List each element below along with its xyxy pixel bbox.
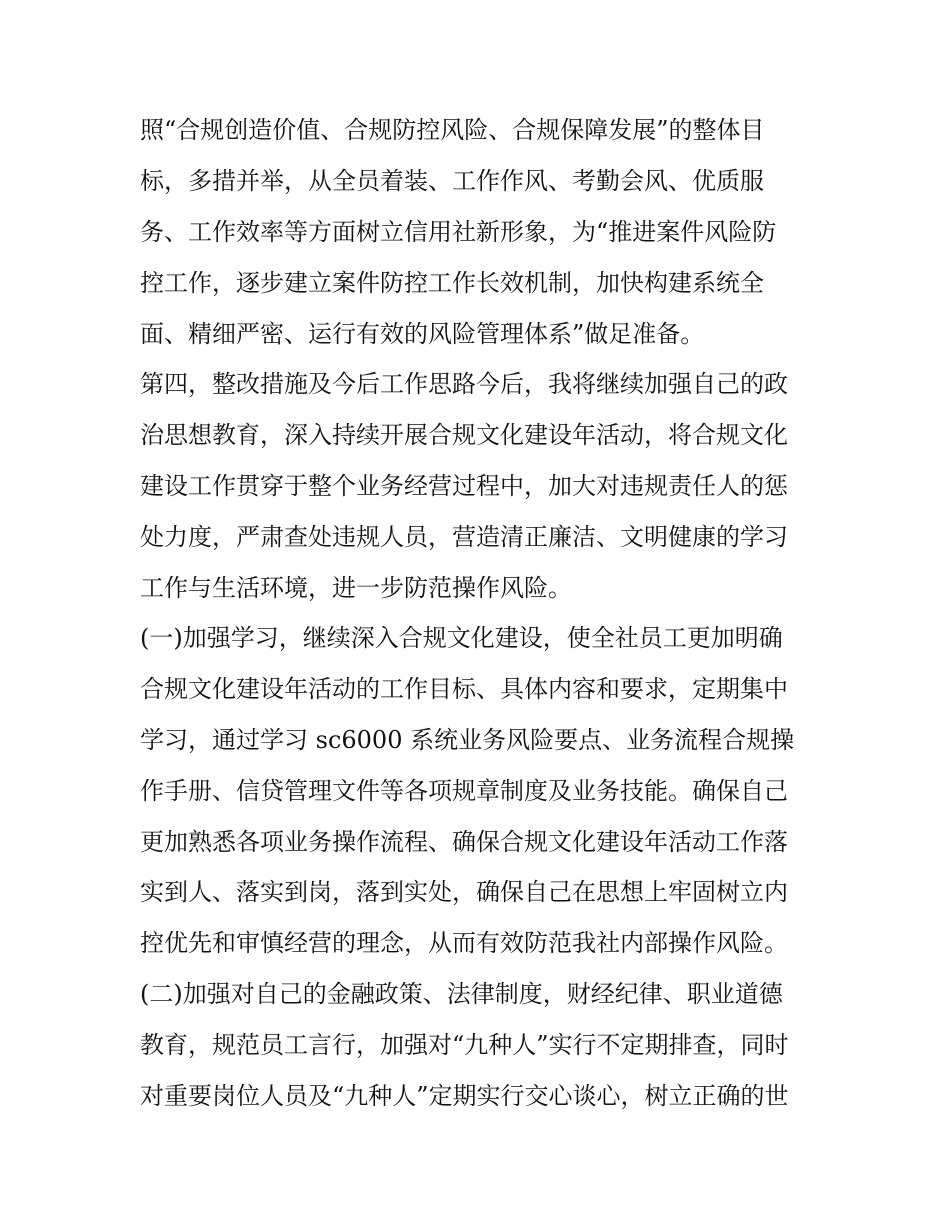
text-line: (一)加强学习，继续深入合规文化建设，使全社员工更加明确 <box>140 624 783 652</box>
text-line: 控优先和审慎经营的理念，从而有效防范我社内部操作风险。 <box>140 929 788 957</box>
text-line: 对重要岗位人员及“九种人”定期实行交心谈心，树立正确的世 <box>140 1082 789 1110</box>
text-line: 面、精细严密、运行有效的风险管理体系”做足准备。 <box>140 320 705 348</box>
text-line: 务、工作效率等方面树立信用社新形象，为“推进案件风险防 <box>140 218 777 246</box>
text-line: 治思想教育，深入持续开展合规文化建设年活动，将合规文化 <box>140 421 788 449</box>
text-line: 学习，通过学习 sc6000 系统业务风险要点、业务流程合规操 <box>140 726 795 754</box>
text-line: (二)加强对自己的金融政策、法律制度，财经纪律、职业道德 <box>140 980 783 1008</box>
text-line: 控工作，逐步建立案件防控工作长效机制，加快构建系统全 <box>140 269 764 297</box>
text-line: 合规文化建设年活动的工作目标、具体内容和要求，定期集中 <box>140 675 788 703</box>
text-line: 处力度，严肃查处违规人员，营造清正廉洁、文明健康的学习 <box>140 523 788 551</box>
text-line: 工作与生活环境，进一步防范操作风险。 <box>140 574 572 602</box>
text-line: 照“合规创造价值、合规防控风险、合规保障发展”的整体目 <box>140 116 765 144</box>
text-line: 教育，规范员工言行，加强对“九种人”实行不定期排查，同时 <box>140 1031 789 1059</box>
text-line: 更加熟悉各项业务操作流程、确保合规文化建设年活动工作落 <box>140 828 788 856</box>
text-line: 标，多措并举，从全员着装、工作作风、考勤会风、优质服 <box>140 167 764 195</box>
text-line: 第四，整改措施及今后工作思路今后，我将继续加强自己的政 <box>140 370 788 398</box>
text-line: 作手册、信贷管理文件等各项规章制度及业务技能。确保自己 <box>140 777 788 805</box>
text-line: 建设工作贯穿于整个业务经营过程中，加大对违规责任人的惩 <box>140 472 788 500</box>
text-line: 实到人、落实到岗，落到实处，确保自己在思想上牢固树立内 <box>140 878 788 906</box>
